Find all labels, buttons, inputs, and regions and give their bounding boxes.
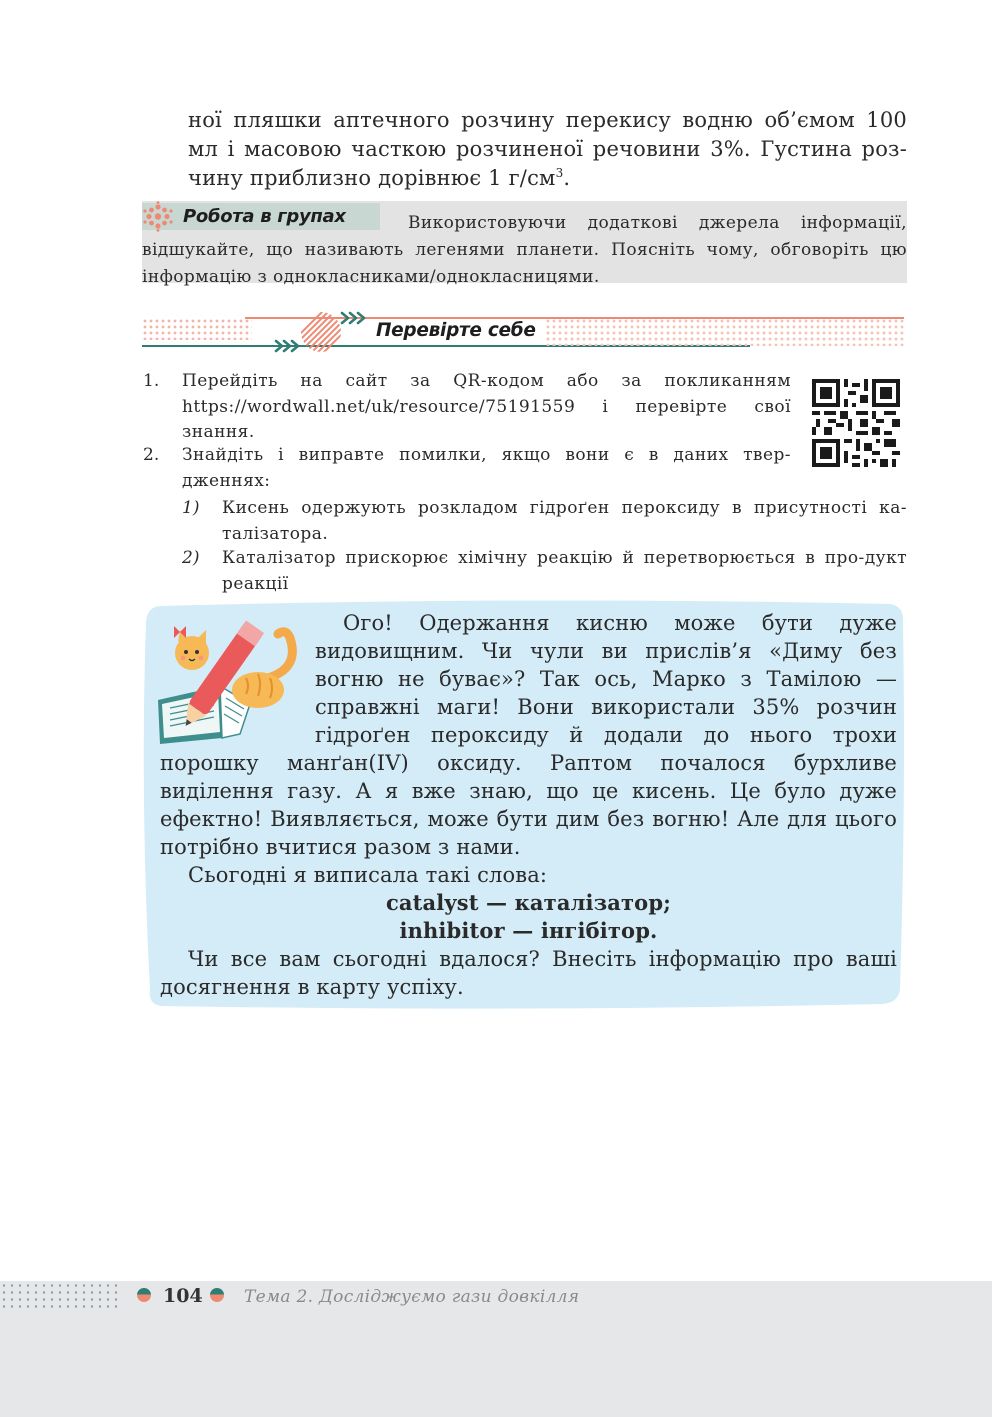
footer-dot-right	[210, 1288, 224, 1302]
footer-dot-left	[137, 1288, 151, 1302]
group-work-title: Робота в групах	[183, 206, 346, 227]
topic-title: Тема 2. Досліджуємо гази довкілля	[244, 1287, 580, 1307]
illustration-spacer	[160, 609, 315, 749]
vocab-inhibitor: inhibitor — інгібітор.	[399, 918, 658, 943]
superscript-3: 3	[555, 166, 564, 180]
sub-item-1-text: Кисень одержують розкладом гідроґен пероксиду в присутності ка-талізатора.	[222, 498, 907, 544]
intro-line-3-text: чину приблизно дорівнює 1 г/см	[188, 166, 556, 190]
sub-item-2-text: Каталізатор прискорює хімічну реакцію й перетворюється в про-дукт реакції	[222, 548, 907, 594]
intro-line-3	[188, 164, 907, 193]
speech-bubble-text	[160, 609, 897, 1001]
question-2-number: 2.	[143, 445, 160, 465]
check-yourself-title: Перевірте себе	[376, 320, 536, 341]
sub-item-1-number: 1)	[182, 498, 200, 518]
page-number: 104	[163, 1285, 203, 1307]
bubble-paragraph-1: Ого! Одержання кисню може бути дуже видовищним. Чи чули ви прислів’я «Диму без вогню не буває»? Так ось, Марко з Тамілою — справжні маги! Вони використали 35% розчин гідроґен пероксиду й додали до нього трохи порошку манґан(IV) оксиду. Раптом почалося бурхливе виділення газу. А я вже знаю, що це кисень. Це було дуже ефектно! Виявляється, може бути дим без вогню! Але для цього потрібно вчитися разом з нами.	[160, 611, 897, 859]
qr-code[interactable]	[812, 379, 900, 467]
vocab-catalyst: catalyst — каталізатор;	[385, 890, 672, 915]
question-1-text: Перейдіть на сайт за QR-кодом або за покликанням https://wordwall.net/uk/resource/75191559 і перевірте свої знання.	[182, 371, 791, 442]
bubble-paragraph-2: Сьогодні я виписала такі слова:	[188, 863, 548, 887]
footer-dots	[0, 1282, 122, 1310]
question-1-number: 1.	[143, 371, 160, 391]
intro-line-1: ної пляшки аптечного розчину перекису водню об’ємом 100	[188, 108, 907, 132]
intro-paragraph	[188, 106, 907, 193]
bubble-paragraph-3: Чи все вам сьогодні вдалося? Внесіть інформацію про ваші досягнення в карту успіху.	[160, 947, 897, 999]
group-work-text: Використовуючи додаткові джерела інформації, відшукайте, що називають легенями планети. Поясніть чому, обговоріть цю інформацію з однокласниками/однокласницями.	[142, 213, 907, 287]
question-2-text: Знайдіть і виправте помилки, якщо вони є в даних твер-дженнях:	[182, 445, 791, 491]
intro-line-2: мл і масовою часткою розчиненої речовини 3%. Густина роз-	[188, 137, 907, 161]
dotted-band-left	[142, 318, 252, 340]
intro-line-3-end: .	[563, 166, 571, 190]
sub-item-2-number: 2)	[182, 548, 200, 568]
dotted-band-right	[545, 318, 905, 346]
